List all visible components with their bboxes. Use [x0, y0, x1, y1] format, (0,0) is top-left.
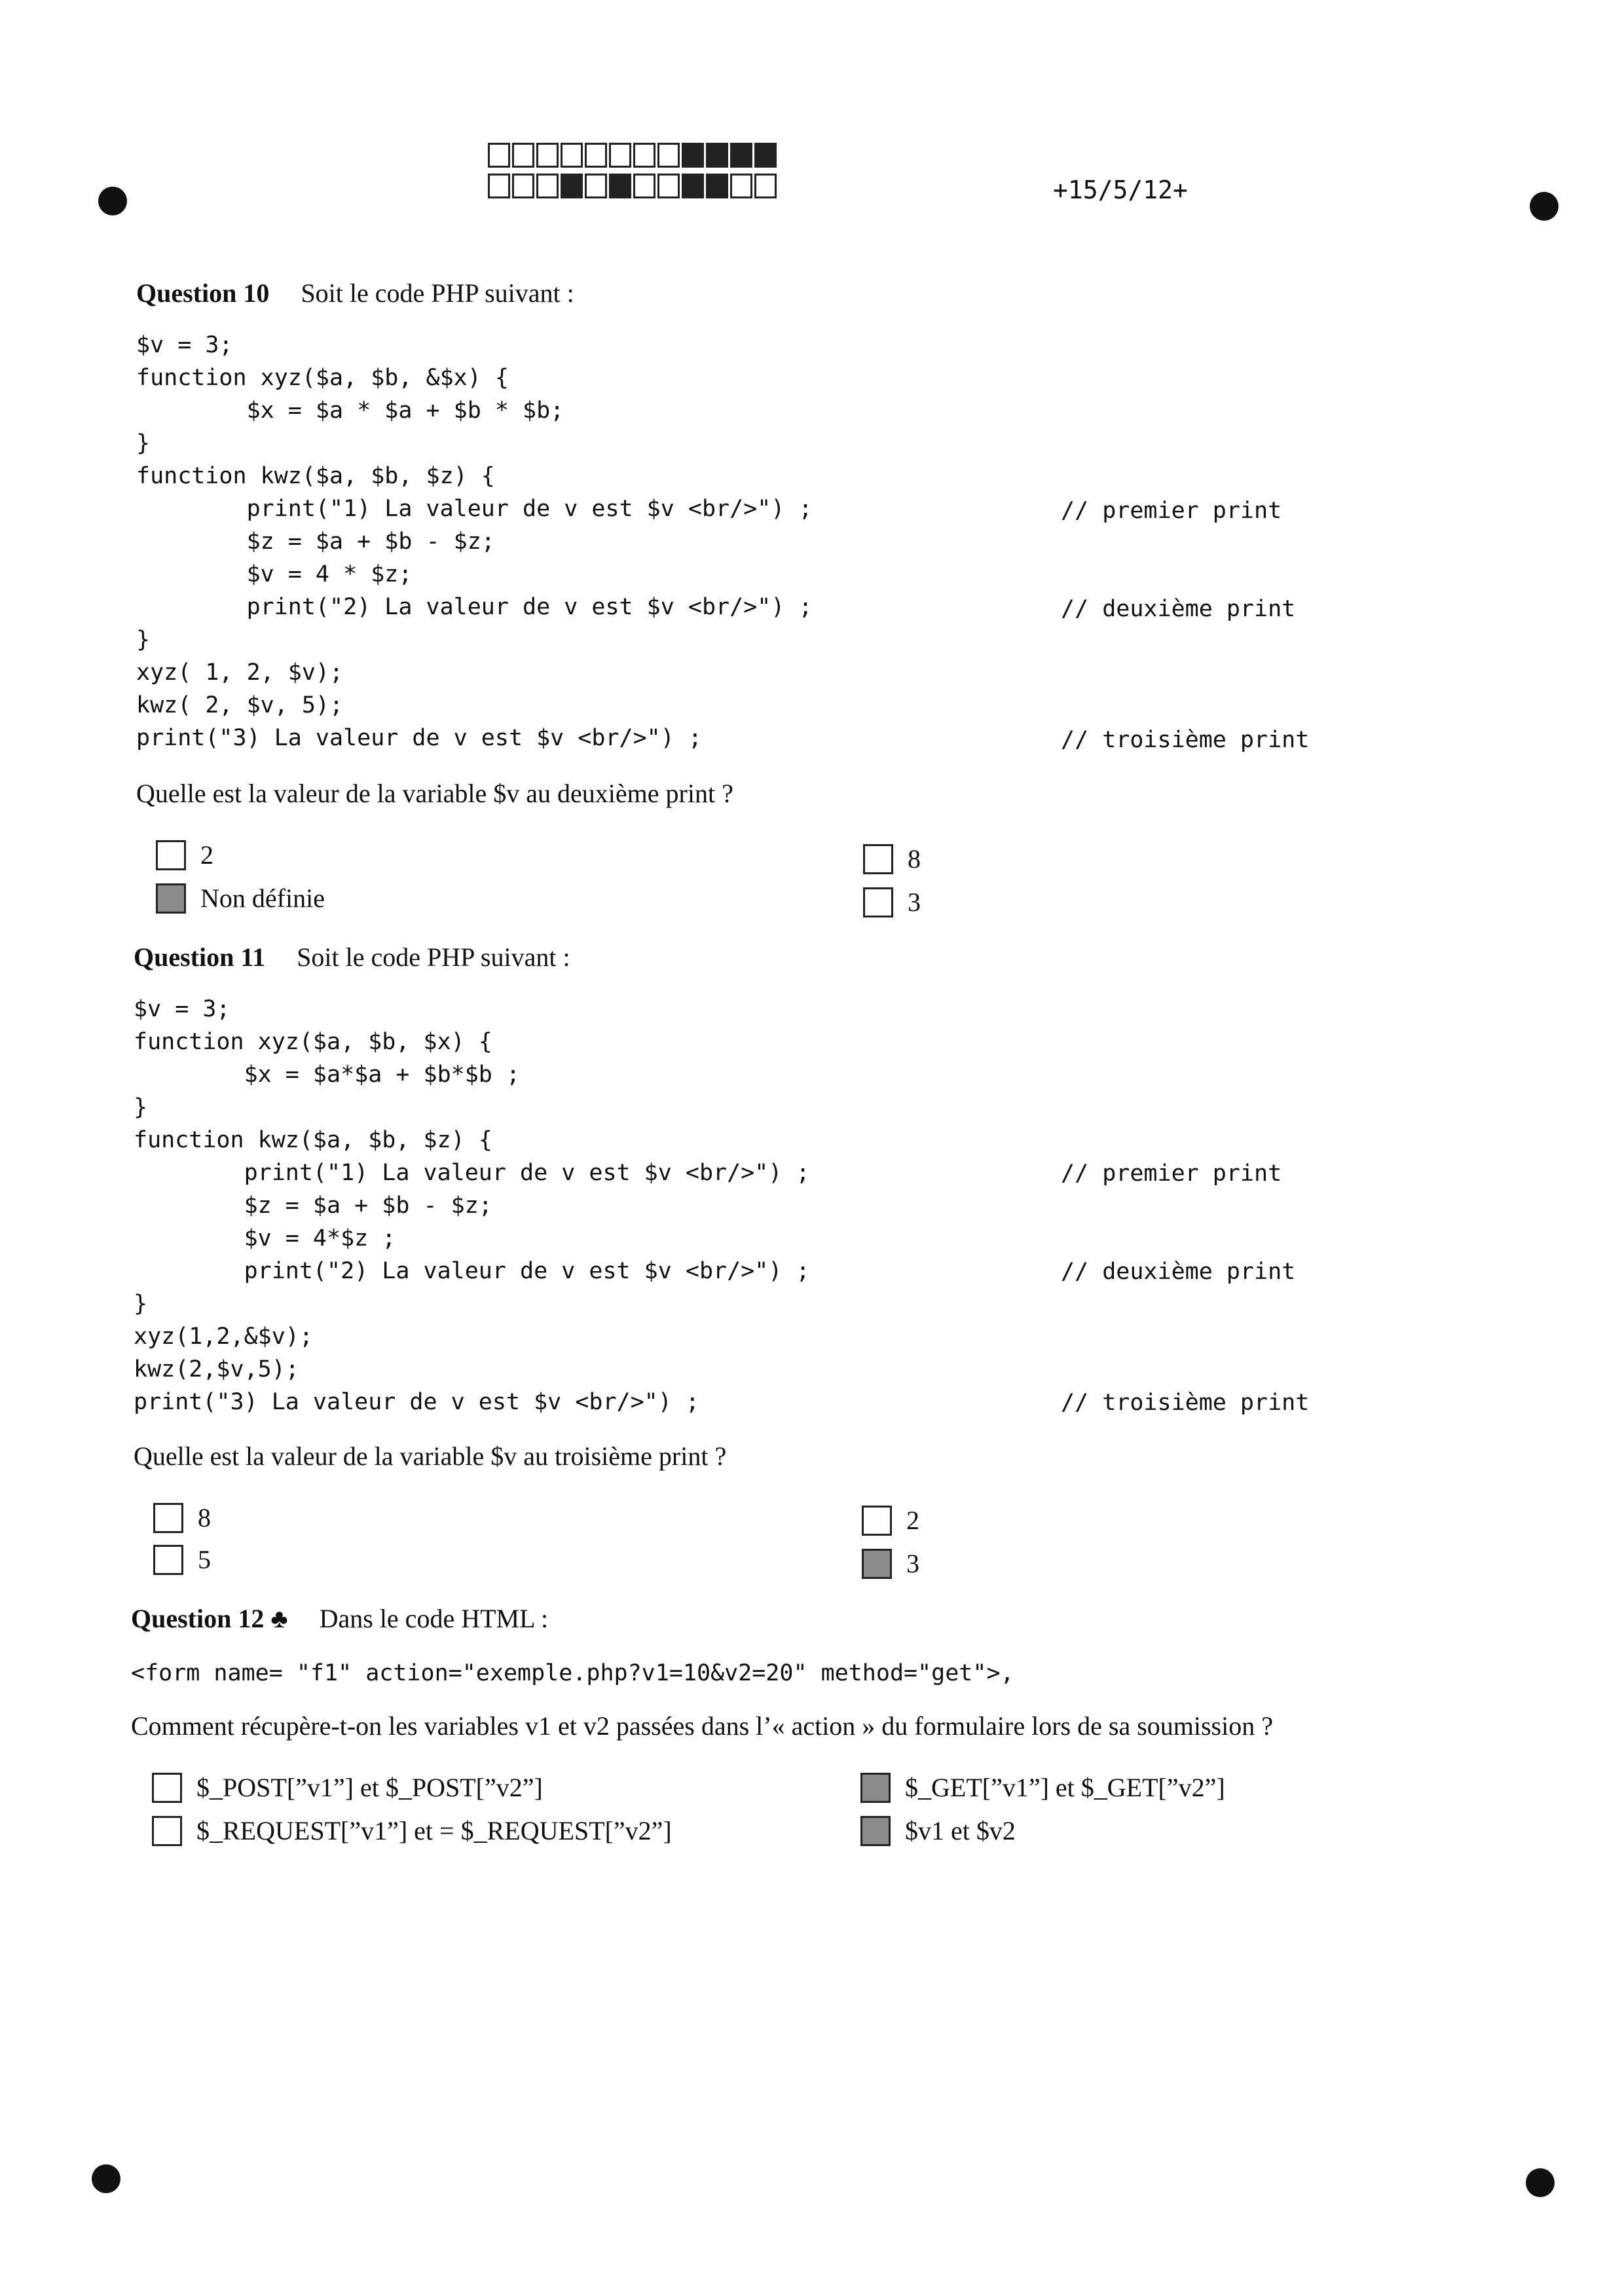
- barcode-cell: [730, 174, 752, 198]
- registration-mark-top-left: [98, 187, 127, 215]
- code-comment: // deuxième print: [1061, 1259, 1296, 1285]
- code-comment: // premier print: [1061, 498, 1282, 524]
- question-prompt: Quelle est la valeur de la variable $v au deuxième print ?: [136, 779, 733, 808]
- question-prompt: Comment récupère-t-on les variables v1 et v2 passées dans l’« action » du formulaire lors de sa soumission ?: [131, 1711, 1273, 1741]
- answer-checkbox[interactable]: [860, 1773, 891, 1803]
- html-code-snippet: <form name= "f1" action="exemple.php?v1=10&v2=20" method="get">,: [131, 1660, 1014, 1686]
- answer-checkbox[interactable]: [152, 1773, 182, 1803]
- answer-label: 3: [908, 887, 921, 917]
- question-number: Question 11: [134, 942, 266, 972]
- answer-choice[interactable]: [862, 1548, 919, 1579]
- barcode-cell: [633, 174, 655, 198]
- code-comment: // troisième print: [1061, 727, 1310, 753]
- answer-label: 2: [200, 840, 213, 870]
- registration-mark-top-right: [1530, 192, 1559, 221]
- php-code-block: $v = 3; function xyz($a, $b, &$x) { $x = $a * $a + $b * $b; } function kwz($a, $b, $z) { print("1) La valeur de v est $v <br/>") ; $z = $a + $b - $z; $v = 4 * $z; print("2) La valeur de v est $v <br/>") ; } xyz( 1, 2, $v); kwz( 2, $v, 5); print("3) La valeur de v est $v <br/>") ;: [136, 332, 813, 751]
- answer-checkbox[interactable]: [156, 840, 186, 870]
- code-comment: // troisième print: [1061, 1390, 1310, 1416]
- answer-checkbox[interactable]: [862, 1506, 892, 1536]
- question-10-header: [136, 278, 574, 308]
- barcode-cell: [706, 143, 728, 168]
- barcode-cell: [657, 143, 680, 168]
- php-code-block: $v = 3; function xyz($a, $b, $x) { $x = $a*$a + $b*$b ; } function kwz($a, $b, $z) { print("1) La valeur de v est $v <br/>") ; $z = $a + $b - $z; $v = 4*$z ; print("2) La valeur de v est $v <br/>") ; } xyz(1,2,&$v); kwz(2,$v,5); print("3) La valeur de v est $v <br/>") ;: [134, 996, 810, 1415]
- barcode-cell: [730, 143, 752, 168]
- barcode-cell: [609, 174, 631, 198]
- barcode-cell: [754, 174, 777, 198]
- answer-choice[interactable]: [153, 1544, 211, 1575]
- answer-checkbox[interactable]: [153, 1503, 183, 1533]
- barcode-row: [488, 143, 779, 168]
- answer-checkbox[interactable]: [153, 1545, 183, 1575]
- answer-label: 3: [906, 1549, 919, 1578]
- answer-choice[interactable]: [156, 883, 325, 914]
- registration-mark-bottom-right: [1526, 2168, 1555, 2197]
- answer-label: $_GET[”v1”] et $_GET[”v2”]: [905, 1773, 1225, 1802]
- barcode-cell: [657, 174, 680, 198]
- code-comment: // deuxième print: [1061, 596, 1296, 622]
- question-intro: Soit le code PHP suivant :: [297, 942, 570, 972]
- barcode-cell: [561, 174, 583, 198]
- answer-label: 5: [198, 1545, 211, 1574]
- barcode-cell: [536, 143, 559, 168]
- barcode-cell: [754, 143, 777, 168]
- answer-label: $v1 et $v2: [905, 1816, 1016, 1845]
- barcode-cell: [585, 143, 607, 168]
- barcode-cell: [682, 143, 704, 168]
- answer-label: $_REQUEST[”v1”] et = $_REQUEST[”v2”]: [196, 1816, 672, 1845]
- answer-choice[interactable]: [153, 1502, 211, 1533]
- question-intro: Soit le code PHP suivant :: [301, 278, 574, 308]
- answer-checkbox[interactable]: [863, 887, 893, 917]
- barcode-cell: [512, 174, 534, 198]
- answer-checkbox[interactable]: [156, 883, 186, 914]
- answer-choice[interactable]: [863, 887, 921, 917]
- answer-choice[interactable]: [156, 840, 213, 870]
- barcode-cell: [633, 143, 655, 168]
- question-12-header: [131, 1603, 548, 1634]
- answer-choice[interactable]: [860, 1815, 1016, 1846]
- answer-label: 8: [198, 1503, 211, 1532]
- answer-checkbox[interactable]: [860, 1816, 891, 1846]
- answer-label: $_POST[”v1”] et $_POST[”v2”]: [196, 1773, 543, 1802]
- code-comment: // premier print: [1061, 1160, 1282, 1187]
- answer-checkbox[interactable]: [862, 1549, 892, 1579]
- question-number: Question 12 ♣: [131, 1604, 288, 1633]
- answer-label: Non définie: [200, 883, 325, 913]
- answer-choice[interactable]: [152, 1772, 543, 1803]
- barcode-row: [488, 174, 779, 198]
- barcode-cell: [585, 174, 607, 198]
- barcode-cell: [536, 174, 559, 198]
- question-prompt: Quelle est la valeur de la variable $v au troisième print ?: [134, 1441, 727, 1471]
- answer-checkbox[interactable]: [863, 844, 893, 874]
- barcode-cell: [706, 174, 728, 198]
- answer-choice[interactable]: [863, 843, 921, 874]
- answer-label: 2: [906, 1506, 919, 1535]
- question-11-header: [134, 942, 570, 972]
- answer-label: 8: [908, 844, 921, 874]
- question-number: Question 10: [136, 278, 270, 308]
- registration-mark-bottom-left: [92, 2164, 120, 2193]
- barcode-cell: [682, 174, 704, 198]
- answer-checkbox[interactable]: [152, 1816, 182, 1846]
- barcode-cell: [609, 143, 631, 168]
- page-id: +15/5/12+: [1053, 176, 1188, 204]
- barcode-cell: [488, 174, 510, 198]
- answer-choice[interactable]: [862, 1505, 919, 1536]
- barcode-cell: [488, 143, 510, 168]
- barcode-cell: [512, 143, 534, 168]
- question-intro: Dans le code HTML :: [319, 1604, 549, 1633]
- answer-choice[interactable]: [152, 1815, 672, 1846]
- barcode-cell: [561, 143, 583, 168]
- answer-choice[interactable]: [860, 1772, 1225, 1803]
